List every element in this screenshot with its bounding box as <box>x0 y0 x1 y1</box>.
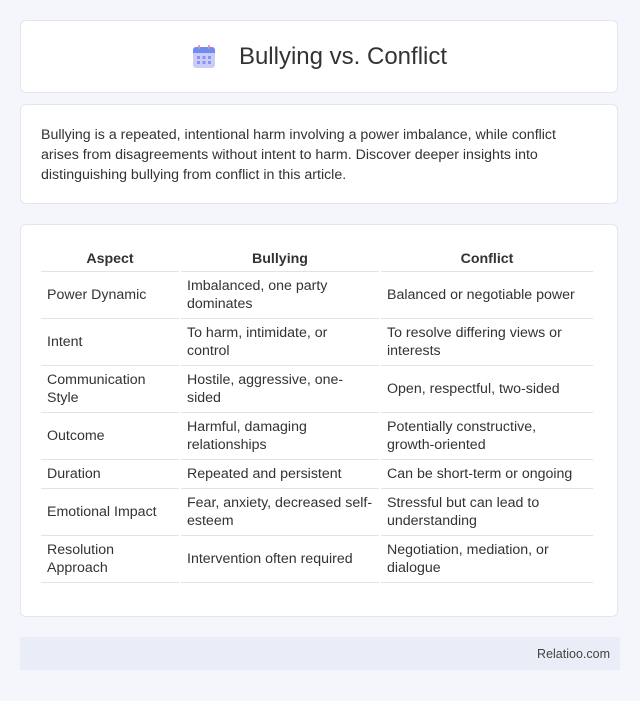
header-card <box>20 20 618 93</box>
cell-aspect: Intent <box>41 319 179 366</box>
cell-aspect: Power Dynamic <box>41 272 179 319</box>
cell-conflict: Stressful but can lead to understanding <box>381 489 593 536</box>
table-row <box>41 413 593 460</box>
table-row <box>41 489 593 536</box>
table-row <box>41 536 593 583</box>
comparison-card <box>20 224 618 617</box>
table-header-row <box>41 247 593 272</box>
cell-conflict: Open, respectful, two-sided <box>381 366 593 413</box>
cell-bullying: Hostile, aggressive, one-sided <box>181 366 379 413</box>
table-row <box>41 366 593 413</box>
footer-site-link[interactable]: Relatioo.com <box>537 646 610 661</box>
cell-bullying: Harmful, damaging relationships <box>181 413 379 460</box>
table-row <box>41 272 593 319</box>
cell-conflict: To resolve differing views or interests <box>381 319 593 366</box>
cell-conflict: Potentially constructive, growth-oriented <box>381 413 593 460</box>
cell-aspect: Duration <box>41 460 179 489</box>
cell-conflict: Can be short-term or ongoing <box>381 460 593 489</box>
cell-conflict: Balanced or negotiable power <box>381 272 593 319</box>
cell-conflict: Negotiation, mediation, or dialogue <box>381 536 593 583</box>
footer <box>20 637 620 670</box>
calendar-icon <box>191 44 217 70</box>
cell-bullying: Imbalanced, one party dominates <box>181 272 379 319</box>
cell-aspect: Resolution Approach <box>41 536 179 583</box>
cell-aspect: Outcome <box>41 413 179 460</box>
intro-text: Bullying is a repeated, intentional harm involving a power imbalance, while conflict arises from disagreements without intent to harm. Discover deeper insights into distinguishing bullying from conflict in this article. <box>41 127 556 183</box>
header-conflict: Conflict <box>381 247 593 272</box>
header-aspect: Aspect <box>41 247 179 272</box>
cell-bullying: Fear, anxiety, decreased self-esteem <box>181 489 379 536</box>
cell-aspect: Communication Style <box>41 366 179 413</box>
table-row <box>41 460 593 489</box>
cell-bullying: To harm, intimidate, or control <box>181 319 379 366</box>
cell-bullying: Intervention often required <box>181 536 379 583</box>
cell-aspect: Emotional Impact <box>41 489 179 536</box>
page-title: Bullying vs. Conflict <box>238 42 448 70</box>
header-bullying: Bullying <box>181 247 379 272</box>
comparison-table <box>39 247 595 583</box>
table-row <box>41 319 593 366</box>
cell-bullying: Repeated and persistent <box>181 460 379 489</box>
intro-card <box>20 104 618 204</box>
